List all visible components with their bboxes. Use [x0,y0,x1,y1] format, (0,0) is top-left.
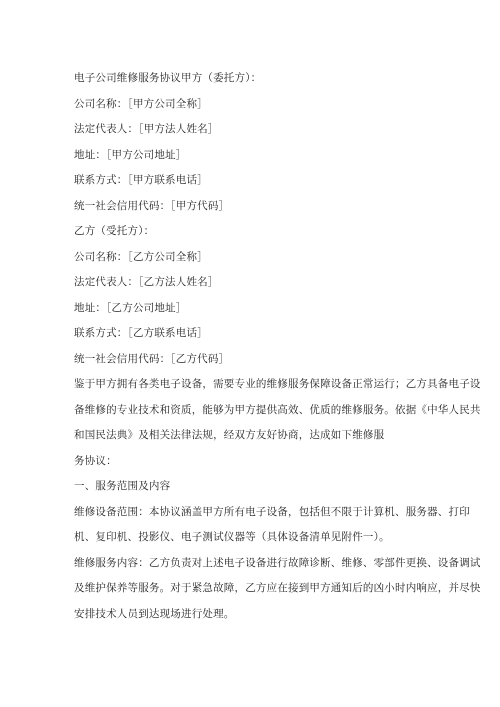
section-1-heading: 一、服务范围及内容 [74,480,171,492]
preamble-line: 鉴于甲方拥有各类电子设备，需要专业的维修服务保障设备正常运行；乙方具备电子设 [74,378,481,390]
party-b-company-name: 公司名称：［乙方公司全称］ [74,250,208,263]
scope-line: 维修设备范围：本协议涵盖甲方所有电子设备，包括但不限于计算机、服务器、打印 [74,505,470,518]
party-a-address: 地址：［甲方公司地址］ [74,148,187,161]
party-b-credit-code: 统一社会信用代码：［乙方代码］ [74,352,230,365]
party-a-block [74,92,434,220]
service-content-line: 维修服务内容：乙方负责对上述电子设备进行故障诊断、维修、零部件更换、设备调试 [74,556,481,569]
preamble-paragraph [74,372,481,474]
party-a-contact: 联系方式：［甲方联系电话］ [74,174,208,186]
party-a-legal-rep: 法定代表人：［甲方法人姓名］ [74,123,219,135]
party-b-legal-rep: 法定代表人：［乙方法人姓名］ [74,276,219,288]
preamble-line: 备维修的专业技术和资质，能够为甲方提供高效、优质的维修服务。依据《中华人民共 [74,403,481,416]
service-content-paragraph [74,551,481,628]
preamble-line: 和国民法典》及相关法律法规，经双方友好协商，达成如下维修服 [74,429,385,441]
party-b-address: 地址：［乙方公司地址］ [74,301,187,314]
document-body [74,66,481,627]
service-content-line: 及维护保养等服务。对于紧急故障，乙方应在接到甲方通知后的凶小时内响应，并尽快 [74,582,481,594]
preamble-line: 务协议： [74,454,117,467]
party-a-company-name: 公司名称：［甲方公司全称］ [74,97,208,110]
party-b-block [74,245,434,373]
scope-paragraph [74,500,470,551]
party-b-contact: 联系方式：［乙方联系电话］ [74,327,208,339]
party-a-credit-code: 统一社会信用代码：［甲方代码］ [74,199,230,212]
scope-line: 机、复印机、投影仪、电子测试仪器等（具体设备清单见附件一）。 [74,531,390,543]
service-content-line: 安排技术人员到达现场进行处理。 [74,607,235,620]
party-b-heading: 乙方（受托方）： [74,225,155,237]
document-title: 电子公司维修服务协议甲方（委托方）： [74,72,262,84]
